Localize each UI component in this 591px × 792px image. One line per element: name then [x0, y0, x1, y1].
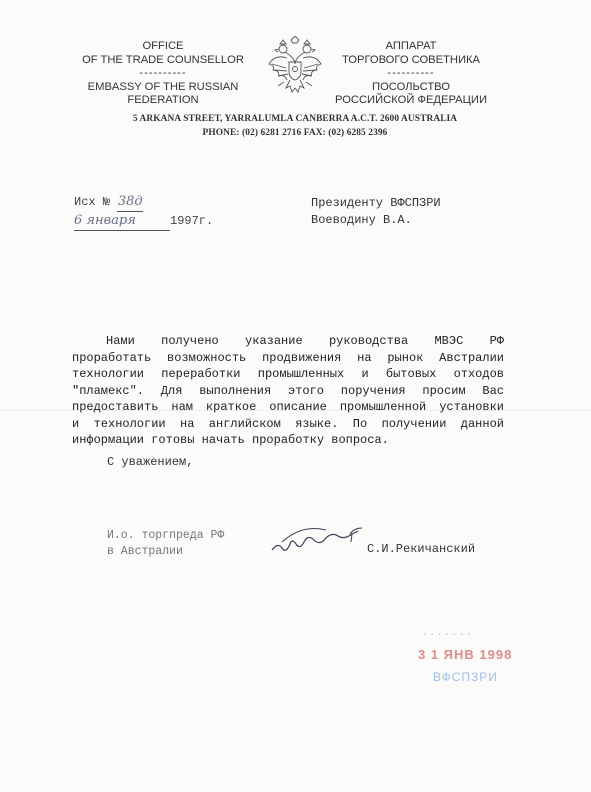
body-line: предоставить нам краткое описание промышленной установки: [72, 400, 504, 414]
body-line: информации готовы начать проработку вопроса.: [72, 433, 389, 447]
body-line: проработать возможность продвижения на рынок Австралии: [72, 350, 504, 365]
body-line: "пламекс". Для выполнения этого поручения просим Вас: [72, 383, 504, 398]
letter-body: [72, 333, 504, 449]
reference-date: 6 января: [74, 213, 136, 228]
body-line: Нами получено указание руководства МВЭС РФ: [106, 334, 504, 348]
letterhead-line: FEDERATION: [127, 94, 199, 106]
letterhead-line: ТОРГОВОГО СОВЕТНИКА: [341, 53, 481, 66]
letterhead-line: EMBASSY OF THE RUSSIAN: [87, 80, 239, 93]
handwritten-signature: [268, 524, 372, 558]
reference-label: Исх №: [74, 195, 111, 209]
outgoing-reference: [74, 193, 213, 231]
letterhead-english: [78, 40, 248, 108]
letterhead-line: OF THE TRADE COUNSELLOR: [82, 53, 244, 66]
addressee-title: Президенту ВФСПЗРИ: [311, 196, 441, 210]
reference-number: 38д: [117, 194, 143, 209]
letterhead-address: 5 ARKANA STREET, YARRALUMLA CANBERRA A.C.T. 2600 AUSTRALIA: [132, 114, 458, 124]
russian-double-headed-eagle-icon: [266, 36, 324, 98]
stamp-dots: .......: [422, 628, 474, 638]
signatory-title-line: в Австралии: [107, 545, 183, 558]
letterhead-divider: ----------: [139, 67, 187, 79]
received-stamp-date: 3 1 ЯНВ 1998: [418, 647, 513, 662]
letterhead-phone-fax: PHONE: (02) 6281 2716 FAX: (02) 6285 2396: [202, 128, 388, 138]
letterhead-line: OFFICE: [142, 40, 184, 52]
received-stamp-org: ВФСПЗРИ: [433, 670, 498, 684]
signatory-name: С.И.Рекичанский: [367, 542, 476, 556]
letterhead-line: РОССИЙСКОЙ ФЕДЕРАЦИИ: [334, 94, 488, 106]
closing-phrase: С уважением,: [107, 455, 194, 469]
body-line: технологии переработки промышленных и бытовых отходов: [72, 367, 504, 381]
body-line: и технологии на английском языке. По получении данной: [72, 416, 504, 431]
letterhead-line: АППАРАТ: [385, 40, 437, 52]
letterhead-line: ПОСОЛЬСТВО: [372, 80, 450, 93]
signatory-title-line: И.о. торгпреда РФ: [107, 529, 225, 542]
addressee: [311, 195, 441, 229]
signatory-title: [107, 528, 224, 560]
letterhead-divider: ----------: [387, 67, 435, 79]
addressee-name: Воеводину В.А.: [311, 213, 412, 227]
letterhead-russian: [326, 40, 496, 108]
reference-year: 1997г.: [170, 214, 214, 228]
